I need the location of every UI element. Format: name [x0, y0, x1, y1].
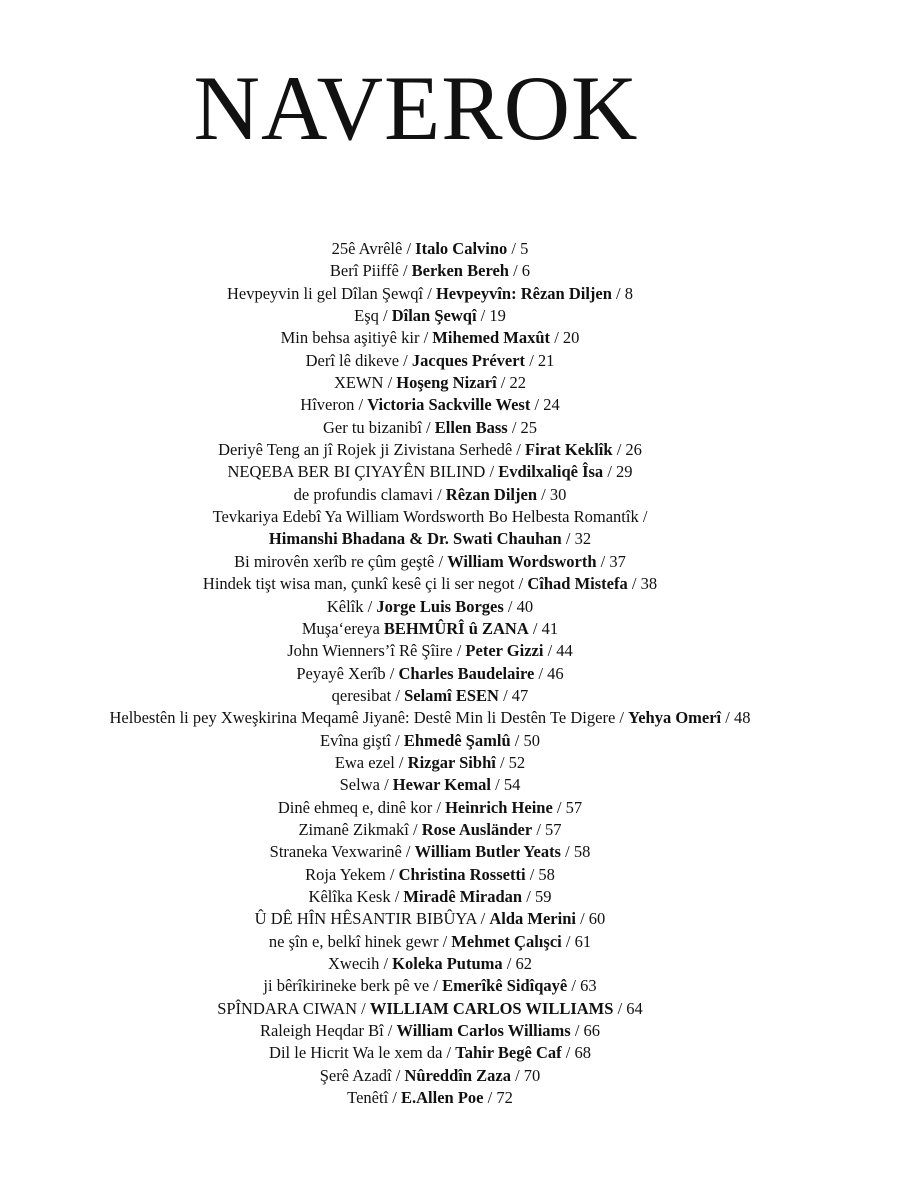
toc-entry [0, 886, 860, 908]
toc-entry-title: Kêlîk / [326, 596, 377, 616]
toc-entry [0, 484, 860, 506]
toc-entry-author: William Butler Yeats [414, 842, 561, 862]
toc-entry-author: Hewar Kemal [392, 775, 492, 795]
toc-entry [0, 953, 860, 975]
toc-entry-page: / 21 [525, 350, 555, 370]
toc-entry-author: Jorge Luis Borges [376, 596, 504, 616]
toc-entry-page: / 64 [613, 998, 643, 1018]
toc-entry-author: Himanshi Bhadana & Dr. Swati Chauhan [268, 529, 562, 549]
toc-entry-page: / 62 [502, 954, 532, 973]
toc-entry-author: Christina Rossetti [398, 864, 526, 884]
toc-entry-page: / 48 [721, 708, 751, 728]
toc-entry-title: Ewa ezel / [334, 752, 408, 772]
toc-entry-page: / 37 [596, 551, 626, 571]
toc-entry-page: / 58 [525, 864, 555, 884]
toc-entry-title: Şerê Azadî / [319, 1065, 405, 1085]
toc-entry [0, 975, 860, 997]
toc-entry-page: / 70 [510, 1065, 541, 1085]
toc-entry-page: / 26 [612, 440, 642, 460]
toc-entry [0, 1020, 860, 1042]
toc-entry-author: Hoşeng Nizarî [396, 373, 497, 393]
toc-entry-page: / 25 [507, 417, 538, 437]
toc-entry-page: / 63 [567, 976, 597, 996]
toc-entry [0, 685, 860, 707]
toc-entry-title: Hîveron / [300, 395, 368, 415]
toc-entry-author: Ehmedê Şamlû [403, 730, 511, 750]
toc-entry-page: / 20 [550, 328, 580, 348]
toc-entry-title: de profundis clamavi / [293, 484, 446, 504]
toc-entry [0, 528, 860, 550]
page-title: NAVEROK [193, 57, 639, 159]
toc-entry-title: John Wienners’î Rê Şîire / [287, 641, 466, 661]
toc-entry-author: Rizgar Sibhî [407, 752, 496, 772]
toc-entry-page: / 52 [495, 752, 526, 772]
toc-entry-author: Mihemed Maxût [432, 328, 551, 348]
toc-entry-author: Emerîkê Sidîqayê [442, 976, 568, 996]
toc-entry-title: ne şîn e, belkî hinek gewr / [268, 931, 452, 951]
toc-entry-title: qeresibat / [331, 685, 405, 705]
toc-entry [0, 394, 860, 416]
toc-entry-title: Roja Yekem / [305, 864, 399, 884]
toc-entry-author: Rêzan Diljen [445, 484, 537, 504]
toc-entry-title: Deriyê Teng an jî Rojek ji Zivistana Serhedê / [218, 440, 526, 460]
toc-entry [0, 908, 860, 930]
toc-entry-page: / 60 [575, 909, 606, 929]
toc-entry-title: Dinê ehmeq e, dinê kor / [277, 797, 446, 817]
toc-entry-page: / 46 [534, 663, 564, 683]
toc-entry-title: Tenêtî / [347, 1088, 401, 1108]
toc-entry-author: Selamî ESEN [404, 685, 499, 705]
toc-entry-title: Peyayê Xerîb / [296, 663, 399, 683]
toc-entry-title: Berî Piiffê / [329, 261, 412, 281]
toc-entry-page: / 5 [507, 239, 529, 258]
toc-entry [0, 841, 860, 863]
toc-entry-title: Tevkariya Edebî Ya William Wordsworth Bo Helbesta Romantîk / [212, 507, 648, 527]
toc-entry-author: Firat Keklîk [525, 440, 613, 460]
toc-entry-page: / 41 [528, 618, 559, 638]
toc-entry-page: / 72 [483, 1088, 513, 1108]
toc-entry-author: Yehya Omerî [628, 708, 722, 728]
toc-entry [0, 596, 860, 618]
toc-entry [0, 640, 860, 662]
toc-entry-author: Dîlan Şewqî [391, 306, 477, 326]
toc-entry-page: / 8 [611, 283, 634, 303]
toc-entry-author: William Wordsworth [447, 551, 597, 571]
toc-entry [0, 864, 860, 886]
toc-entry [0, 707, 860, 729]
toc-entry-page: / 54 [491, 775, 521, 795]
toc-entry-page: / 58 [560, 842, 591, 862]
toc-entry-page: / 38 [627, 574, 658, 594]
toc-entry-author: Koleka Putuma [392, 954, 503, 973]
toc-entry-author: Hevpeyvîn: Rêzan Diljen [435, 283, 612, 303]
toc-entry [0, 618, 860, 640]
toc-entry [0, 774, 860, 796]
toc-entry [0, 372, 860, 394]
toc-entry-title: XEWN / [333, 373, 397, 393]
toc-entry-title: 25ê Avrêlê / [331, 239, 416, 258]
toc-entry-page: / 30 [537, 484, 567, 504]
toc-entry-author: Victoria Sackville West [367, 395, 531, 415]
toc-entry-page: / 50 [510, 730, 541, 750]
toc-entry [0, 998, 860, 1020]
toc-entry-title: Straneka Vexwarinê / [269, 842, 415, 862]
toc-entry-title: Û DÊ HÎN HÊSANTIR BIBÛYA / [254, 909, 490, 929]
toc-entry [0, 439, 860, 461]
toc-entry [0, 238, 860, 260]
toc-entry [0, 417, 860, 439]
toc-entry-page: / 29 [603, 462, 633, 482]
toc-entry-author: Alda Merini [489, 909, 576, 929]
toc-entry-title: Evîna giştî / [319, 730, 404, 750]
toc-entry-title: Hevpeyvin li gel Dîlan Şewqî / [226, 283, 436, 303]
toc-entry [0, 506, 860, 528]
toc-entry-title: Muşa‘ereya [301, 618, 384, 638]
toc-entry-author: Heinrich Heine [445, 797, 553, 817]
toc-entry-title: Bi mirovên xerîb re çûm geştê / [234, 551, 448, 571]
toc-entry [0, 1065, 860, 1087]
toc-entry-title: Dil le Hicrit Wa le xem da / [269, 1043, 456, 1063]
toc-entry [0, 461, 860, 483]
toc-entry-title: Min behsa aşitiyê kir / [280, 328, 433, 348]
toc-entry-author: Peter Gizzi [465, 641, 544, 661]
toc-entry [0, 797, 860, 819]
toc-entry-title: ji bêrîkirineke berk pê ve / [263, 976, 443, 996]
toc-entry-title: Hindek tişt wisa man, çunkî kesê çi li ser negot / [202, 574, 528, 594]
toc-entry-page: / 68 [561, 1043, 591, 1063]
toc-entry [0, 551, 860, 573]
toc-entry-title: Kêlîka Kesk / [308, 886, 404, 906]
toc-entry [0, 327, 860, 349]
toc-entry-author: Jacques Prévert [411, 350, 526, 370]
toc-entry-title: Ger tu bizanibî / [322, 417, 435, 437]
toc-entry-title: SPÎNDARA CIWAN / [217, 998, 370, 1018]
toc-entry-page: / 40 [503, 596, 534, 616]
toc-entry [0, 752, 860, 774]
toc-entry-page: / 24 [530, 395, 560, 415]
toc-entry-author: Italo Calvino [415, 239, 508, 258]
toc-entry-title: NEQEBA BER BI ÇIYAYÊN BILIND / [227, 462, 499, 482]
toc-entry [0, 305, 860, 327]
toc-entry-page: / 66 [570, 1021, 601, 1041]
toc-entry-author: William Carlos Williams [396, 1021, 571, 1041]
toc-entry-title: Derî lê dikeve / [305, 350, 412, 370]
toc-entry-author: Berken Bereh [411, 261, 509, 281]
toc-entry-page: / 57 [532, 819, 562, 839]
toc-entry-author: Ellen Bass [434, 417, 508, 437]
toc-entry-page: / 59 [522, 886, 552, 906]
toc-entry-author: Nûreddîn Zaza [404, 1065, 511, 1085]
toc-entry-title: Eşq / [354, 306, 392, 326]
toc-entry [0, 1087, 860, 1109]
toc-entry-title: Selwa / [339, 775, 393, 795]
toc-entry-author: Rose Ausländer [421, 819, 533, 839]
toc-entry-title: Xwecih / [328, 954, 393, 973]
toc-entry [0, 730, 860, 752]
toc-entry [0, 350, 860, 372]
toc-entry-title: Zimanê Zikmakî / [298, 819, 422, 839]
toc-entry [0, 931, 860, 953]
toc-entry-author: Charles Baudelaire [398, 663, 535, 683]
toc-entry [0, 573, 860, 595]
toc-entry [0, 819, 860, 841]
toc-entry [0, 283, 860, 305]
toc-entry-author: Evdilxaliqê Îsa [498, 462, 604, 482]
toc-entry-page: / 32 [561, 529, 592, 549]
toc-entry-author: BEHMÛRÎ û ZANA [383, 618, 529, 638]
toc-entry-author: WILLIAM CARLOS WILLIAMS [369, 998, 614, 1018]
toc-entry [0, 260, 860, 282]
toc-entry-page: / 61 [561, 931, 592, 951]
toc-entry-title: Raleigh Heqdar Bî / [259, 1021, 397, 1041]
toc-entry-title: Helbestên li pey Xweşkirina Meqamê Jiyanê: Destê Min li Destên Te Digere / [109, 708, 629, 728]
toc-entry-page: / 57 [552, 797, 583, 817]
table-of-contents [0, 238, 860, 1109]
toc-entry-page: / 6 [508, 261, 531, 281]
toc-entry-page: / 22 [496, 373, 527, 393]
toc-entry-page: / 47 [498, 685, 529, 705]
toc-entry-author: Cîhad Mistefa [527, 574, 628, 594]
toc-entry-page: / 44 [543, 641, 573, 661]
toc-entry [0, 663, 860, 685]
toc-entry-author: Mehmet Çalışci [451, 931, 562, 951]
toc-entry-author: Tahir Begê Caf [455, 1043, 562, 1063]
toc-entry-page: / 19 [476, 306, 506, 326]
toc-entry [0, 1042, 860, 1064]
toc-entry-author: Miradê Miradan [403, 886, 523, 906]
toc-entry-author: E.Allen Poe [400, 1088, 484, 1108]
